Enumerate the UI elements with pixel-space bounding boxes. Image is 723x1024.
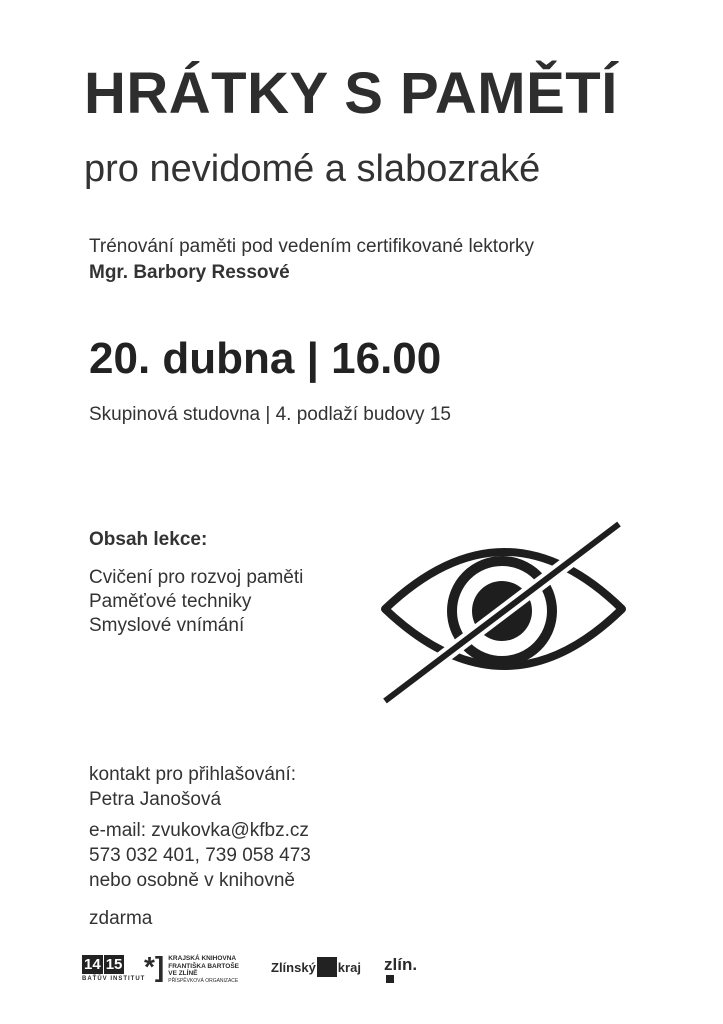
list-item: Paměťové techniky <box>89 591 252 612</box>
footer-logos <box>82 953 642 989</box>
kfbz-mark: *] <box>144 951 165 982</box>
logo-text: Zlínský <box>271 959 316 975</box>
zlin-logo <box>384 955 417 975</box>
logo-text: 14 <box>84 956 101 973</box>
logo-square <box>386 975 394 983</box>
logo-text: 15 <box>105 956 123 973</box>
logo-text: zlín. <box>384 955 418 974</box>
page-title: HRÁTKY S PAMĚTÍ <box>84 61 618 126</box>
logo-text: PŘÍSPĚVKOVÁ ORGANIZACE <box>168 977 239 984</box>
lecturer-name: Mgr. Barbory Ressové <box>89 262 290 283</box>
contact-in-person: nebo osobně v knihovně <box>89 870 295 891</box>
kfbz-logo <box>144 953 239 985</box>
logo-block <box>317 957 337 977</box>
contact-label: kontakt pro přihlašování: <box>89 764 297 785</box>
kfbz-text <box>168 955 239 985</box>
topics-list <box>89 566 303 638</box>
zlinsky-kraj-logo <box>271 957 361 977</box>
intro-text: Trénování paměti pod vedením certifikované lektorky <box>89 236 534 257</box>
logo-text: kraj <box>337 959 361 975</box>
logo-text: VE ZLÍNĚ <box>168 970 198 977</box>
topics-heading: Obsah lekce: <box>89 529 208 550</box>
contact-name: Petra Janošová <box>89 789 222 810</box>
logo-caption: BAŤŮV INSTITUT <box>82 976 146 982</box>
event-date-time: 20. dubna | 16.00 <box>89 334 442 383</box>
blind-eye-icon <box>375 515 635 715</box>
event-place: Skupinová studovna | 4. podlaží budovy 15 <box>89 404 451 425</box>
batuv-institut-logo <box>82 955 145 982</box>
price-text: zdarma <box>89 908 153 929</box>
contact-phones: 573 032 401, 739 058 473 <box>89 845 311 866</box>
list-item: Smyslové vnímání <box>89 615 245 636</box>
contact-block <box>89 762 311 893</box>
logo-text: FRANTIŠKA BARTOŠE <box>168 962 240 970</box>
contact-email[interactable]: e-mail: zvukovka@kfbz.cz <box>89 820 309 841</box>
logo-text: KRAJSKÁ KNIHOVNA <box>168 955 237 962</box>
list-item: Cvičení pro rozvoj paměti <box>89 567 304 588</box>
page-subtitle: pro nevidomé a slabozraké <box>84 148 541 190</box>
